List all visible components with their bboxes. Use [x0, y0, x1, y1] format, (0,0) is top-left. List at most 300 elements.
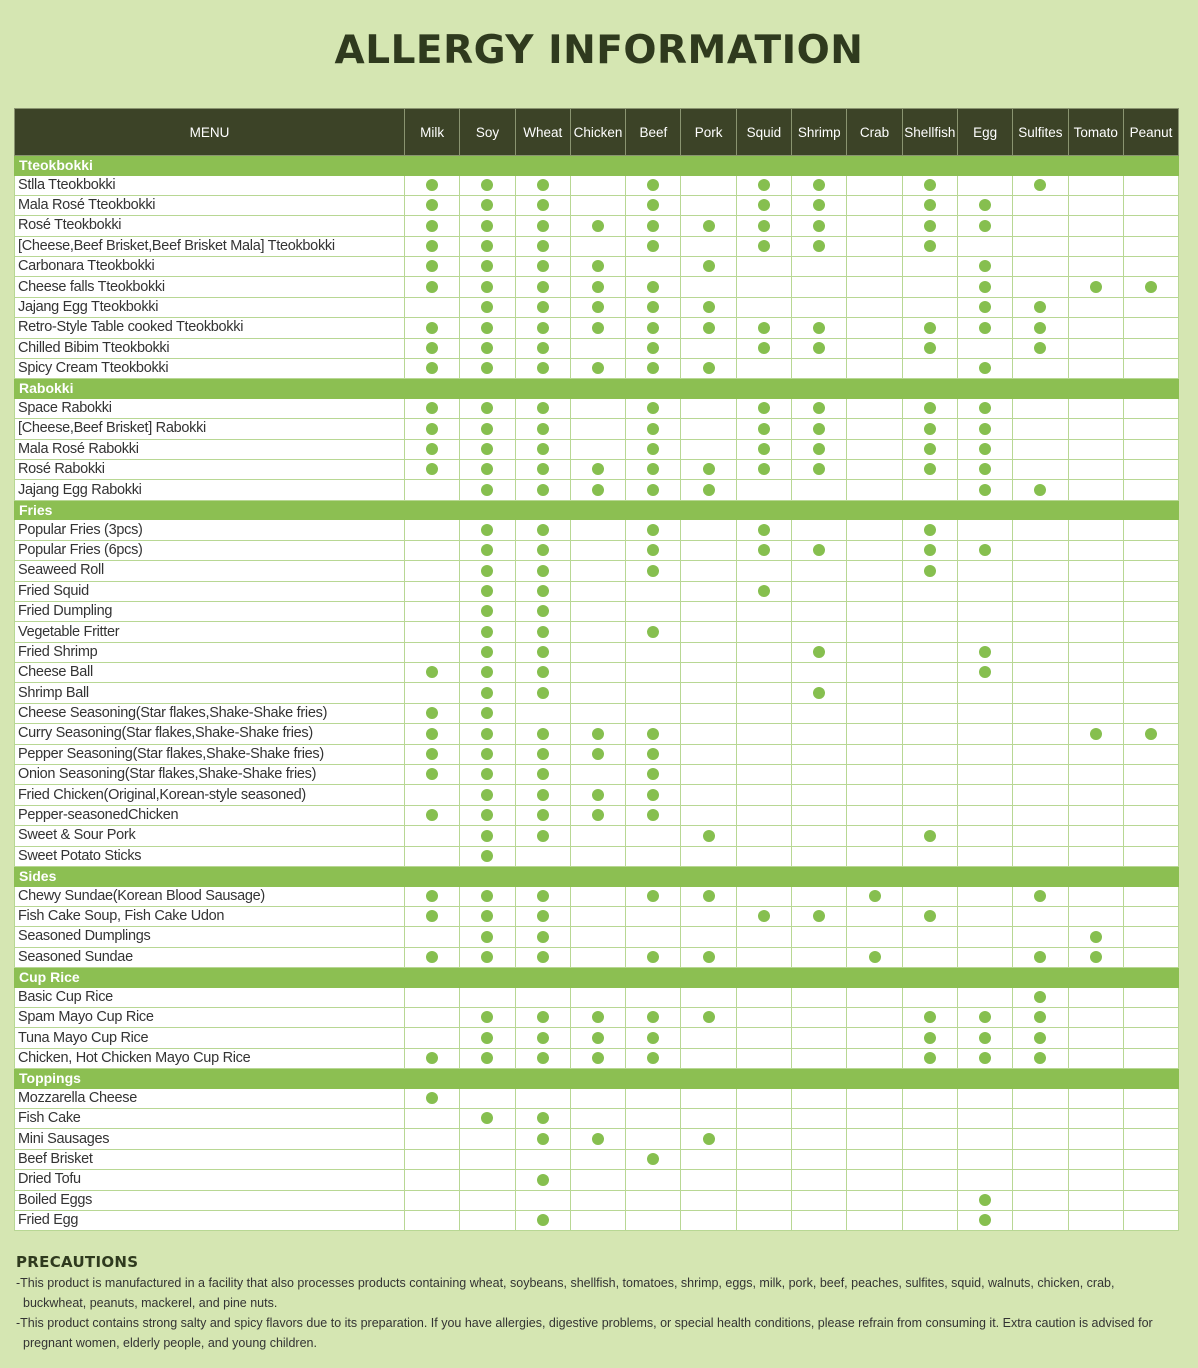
allergen-cell-beef: [626, 846, 681, 866]
allergen-dot-icon: [1034, 991, 1046, 1003]
allergen-dot-icon: [481, 423, 493, 435]
allergen-cell-shellfish: [902, 642, 957, 662]
allergen-cell-chicken: [570, 642, 625, 662]
allergen-cell-crab: [847, 1210, 902, 1230]
allergen-cell-beef: [626, 906, 681, 926]
allergen-dot-icon: [703, 484, 715, 496]
allergen-cell-squid: [736, 622, 791, 642]
allergen-cell-wheat: [515, 622, 570, 642]
table-row: [15, 805, 1179, 825]
allergen-dot-icon: [979, 423, 991, 435]
allergen-cell-crab: [847, 987, 902, 1007]
allergen-cell-soy: [460, 297, 515, 317]
allergen-cell-pork: [681, 703, 736, 723]
allergen-cell-peanut: [1123, 1048, 1178, 1068]
allergen-cell-chicken: [570, 622, 625, 642]
allergen-cell-soy: [460, 826, 515, 846]
allergen-dot-icon: [1090, 931, 1102, 943]
allergen-dot-icon: [647, 484, 659, 496]
allergen-cell-sulfites: [1013, 216, 1068, 236]
allergen-cell-chicken: [570, 277, 625, 297]
allergen-cell-egg: [957, 1149, 1012, 1169]
allergen-cell-milk: [405, 480, 460, 500]
allergen-cell-sulfites: [1013, 601, 1068, 621]
allergen-cell-crab: [847, 277, 902, 297]
allergen-dot-icon: [647, 809, 659, 821]
menu-item-name: Rosé Rabokki: [15, 460, 405, 480]
allergen-dot-icon: [426, 362, 438, 374]
allergen-cell-chicken: [570, 297, 625, 317]
allergen-cell-sulfites: [1013, 826, 1068, 846]
allergen-cell-beef: [626, 297, 681, 317]
allergen-dot-icon: [537, 890, 549, 902]
allergen-cell-shrimp: [792, 398, 847, 418]
allergen-cell-wheat: [515, 683, 570, 703]
allergen-cell-tomato: [1068, 826, 1123, 846]
menu-item-name: Sweet Potato Sticks: [15, 846, 405, 866]
allergen-cell-chicken: [570, 601, 625, 621]
allergen-dot-icon: [703, 951, 715, 963]
allergen-dot-icon: [813, 443, 825, 455]
allergen-cell-peanut: [1123, 785, 1178, 805]
allergen-cell-wheat: [515, 642, 570, 662]
allergen-cell-tomato: [1068, 703, 1123, 723]
allergen-cell-squid: [736, 460, 791, 480]
allergen-cell-egg: [957, 724, 1012, 744]
allergen-cell-soy: [460, 663, 515, 683]
allergen-cell-peanut: [1123, 1170, 1178, 1190]
allergen-cell-tomato: [1068, 175, 1123, 195]
allergen-cell-crab: [847, 683, 902, 703]
allergen-dot-icon: [537, 443, 549, 455]
allergen-cell-tomato: [1068, 216, 1123, 236]
menu-item-name: Jajang Egg Rabokki: [15, 480, 405, 500]
allergen-cell-chicken: [570, 886, 625, 906]
allergen-cell-pork: [681, 359, 736, 379]
allergen-cell-beef: [626, 216, 681, 236]
allergen-cell-soy: [460, 338, 515, 358]
menu-item-name: Seasoned Sundae: [15, 947, 405, 967]
allergen-cell-shrimp: [792, 724, 847, 744]
allergen-cell-pork: [681, 683, 736, 703]
allergen-cell-tomato: [1068, 724, 1123, 744]
allergen-cell-shrimp: [792, 683, 847, 703]
allergen-cell-shrimp: [792, 581, 847, 601]
allergen-dot-icon: [481, 707, 493, 719]
allergen-cell-sulfites: [1013, 1007, 1068, 1027]
allergen-cell-sulfites: [1013, 1170, 1068, 1190]
allergen-cell-chicken: [570, 724, 625, 744]
allergen-cell-soy: [460, 1048, 515, 1068]
allergen-cell-shellfish: [902, 785, 957, 805]
allergen-cell-shrimp: [792, 216, 847, 236]
allergen-cell-wheat: [515, 338, 570, 358]
column-header-shrimp: Shrimp: [792, 109, 847, 156]
allergen-cell-soy: [460, 642, 515, 662]
allergen-dot-icon: [426, 443, 438, 455]
allergen-cell-beef: [626, 1007, 681, 1027]
allergen-cell-sulfites: [1013, 683, 1068, 703]
allergen-dot-icon: [592, 748, 604, 760]
table-row: [15, 439, 1179, 459]
allergen-cell-beef: [626, 1210, 681, 1230]
allergen-dot-icon: [1034, 301, 1046, 313]
allergen-cell-egg: [957, 805, 1012, 825]
allergen-cell-shrimp: [792, 460, 847, 480]
allergen-dot-icon: [924, 199, 936, 211]
allergen-cell-beef: [626, 927, 681, 947]
allergen-dot-icon: [924, 544, 936, 556]
allergen-dot-icon: [481, 199, 493, 211]
allergen-dot-icon: [813, 322, 825, 334]
allergen-cell-tomato: [1068, 1210, 1123, 1230]
table-row: [15, 277, 1179, 297]
allergen-dot-icon: [647, 768, 659, 780]
table-row: [15, 1007, 1179, 1027]
allergen-cell-beef: [626, 277, 681, 297]
allergen-cell-sulfites: [1013, 439, 1068, 459]
allergen-cell-crab: [847, 216, 902, 236]
allergen-cell-peanut: [1123, 195, 1178, 215]
allergen-cell-soy: [460, 601, 515, 621]
allergen-cell-shellfish: [902, 540, 957, 560]
allergen-cell-tomato: [1068, 886, 1123, 906]
allergen-dot-icon: [537, 931, 549, 943]
allergen-cell-sulfites: [1013, 460, 1068, 480]
allergen-dot-icon: [813, 463, 825, 475]
allergen-dot-icon: [924, 443, 936, 455]
allergen-dot-icon: [703, 890, 715, 902]
allergen-cell-shrimp: [792, 1028, 847, 1048]
allergen-dot-icon: [537, 463, 549, 475]
allergen-cell-wheat: [515, 581, 570, 601]
allergen-cell-beef: [626, 419, 681, 439]
allergen-cell-chicken: [570, 785, 625, 805]
allergen-cell-sulfites: [1013, 1109, 1068, 1129]
allergen-dot-icon: [703, 301, 715, 313]
allergen-cell-sulfites: [1013, 195, 1068, 215]
allergen-cell-pork: [681, 886, 736, 906]
allergen-cell-tomato: [1068, 1048, 1123, 1068]
allergen-cell-soy: [460, 439, 515, 459]
allergen-cell-milk: [405, 195, 460, 215]
menu-item-name: Vegetable Fritter: [15, 622, 405, 642]
table-row: [15, 1149, 1179, 1169]
allergen-cell-peanut: [1123, 683, 1178, 703]
allergen-cell-egg: [957, 359, 1012, 379]
allergen-cell-milk: [405, 1007, 460, 1027]
allergen-cell-chicken: [570, 683, 625, 703]
allergen-dot-icon: [481, 362, 493, 374]
allergen-cell-tomato: [1068, 1129, 1123, 1149]
allergen-dot-icon: [481, 240, 493, 252]
allergen-cell-squid: [736, 1190, 791, 1210]
allergen-cell-shellfish: [902, 277, 957, 297]
allergen-cell-squid: [736, 1007, 791, 1027]
allergen-cell-squid: [736, 581, 791, 601]
allergen-cell-tomato: [1068, 540, 1123, 560]
table-header-row: [15, 109, 1179, 156]
allergen-cell-squid: [736, 561, 791, 581]
allergen-cell-squid: [736, 703, 791, 723]
allergen-cell-peanut: [1123, 724, 1178, 744]
allergen-cell-chicken: [570, 1048, 625, 1068]
allergen-dot-icon: [813, 402, 825, 414]
allergen-cell-shrimp: [792, 318, 847, 338]
allergen-cell-sulfites: [1013, 785, 1068, 805]
allergen-cell-squid: [736, 216, 791, 236]
allergen-cell-beef: [626, 987, 681, 1007]
allergen-cell-squid: [736, 1088, 791, 1108]
allergen-cell-shellfish: [902, 1048, 957, 1068]
allergen-dot-icon: [481, 830, 493, 842]
allergen-cell-wheat: [515, 175, 570, 195]
allergen-cell-tomato: [1068, 297, 1123, 317]
allergen-cell-crab: [847, 805, 902, 825]
table-row: [15, 1129, 1179, 1149]
allergen-cell-soy: [460, 398, 515, 418]
category-row: [15, 1069, 1179, 1089]
allergen-cell-peanut: [1123, 805, 1178, 825]
allergen-dot-icon: [869, 890, 881, 902]
allergen-cell-crab: [847, 195, 902, 215]
allergen-cell-pork: [681, 581, 736, 601]
allergen-cell-wheat: [515, 480, 570, 500]
allergen-cell-soy: [460, 886, 515, 906]
allergen-cell-peanut: [1123, 1028, 1178, 1048]
allergen-dot-icon: [592, 281, 604, 293]
allergen-cell-pork: [681, 419, 736, 439]
allergen-cell-sulfites: [1013, 1129, 1068, 1149]
table-row: [15, 297, 1179, 317]
allergen-cell-soy: [460, 277, 515, 297]
allergen-cell-peanut: [1123, 906, 1178, 926]
allergen-dot-icon: [481, 605, 493, 617]
table-row: [15, 826, 1179, 846]
allergen-cell-milk: [405, 724, 460, 744]
allergen-dot-icon: [1034, 179, 1046, 191]
allergen-cell-shrimp: [792, 622, 847, 642]
table-row: [15, 1210, 1179, 1230]
allergen-cell-egg: [957, 1088, 1012, 1108]
allergen-cell-chicken: [570, 257, 625, 277]
allergen-cell-crab: [847, 1028, 902, 1048]
allergen-cell-milk: [405, 1149, 460, 1169]
menu-item-name: Mozzarella Cheese: [15, 1088, 405, 1108]
allergen-cell-pork: [681, 1109, 736, 1129]
allergen-cell-pork: [681, 805, 736, 825]
allergen-dot-icon: [647, 1153, 659, 1165]
allergen-cell-squid: [736, 175, 791, 195]
menu-item-name: Cheese Ball: [15, 663, 405, 683]
allergen-cell-milk: [405, 359, 460, 379]
allergen-cell-shrimp: [792, 257, 847, 277]
allergen-dot-icon: [924, 220, 936, 232]
precautions: [16, 1252, 1176, 1353]
allergen-dot-icon: [647, 544, 659, 556]
allergen-cell-beef: [626, 805, 681, 825]
allergen-dot-icon: [813, 423, 825, 435]
allergen-cell-beef: [626, 359, 681, 379]
allergen-cell-peanut: [1123, 1129, 1178, 1149]
allergen-cell-peanut: [1123, 318, 1178, 338]
allergen-dot-icon: [924, 240, 936, 252]
allergen-cell-chicken: [570, 1028, 625, 1048]
allergen-cell-shrimp: [792, 826, 847, 846]
allergen-cell-egg: [957, 480, 1012, 500]
menu-item-name: Shrimp Ball: [15, 683, 405, 703]
allergen-cell-egg: [957, 1007, 1012, 1027]
allergen-dot-icon: [481, 342, 493, 354]
allergen-cell-egg: [957, 846, 1012, 866]
allergen-dot-icon: [592, 362, 604, 374]
table-row: [15, 663, 1179, 683]
allergen-dot-icon: [703, 260, 715, 272]
menu-item-name: Carbonara Tteokbokki: [15, 257, 405, 277]
menu-item-name: Popular Fries (3pcs): [15, 520, 405, 540]
allergen-dot-icon: [647, 362, 659, 374]
menu-item-name: Spicy Cream Tteokbokki: [15, 359, 405, 379]
allergen-cell-peanut: [1123, 277, 1178, 297]
allergen-cell-sulfites: [1013, 744, 1068, 764]
allergen-cell-chicken: [570, 318, 625, 338]
allergen-cell-chicken: [570, 1129, 625, 1149]
allergen-cell-egg: [957, 1129, 1012, 1149]
allergen-cell-squid: [736, 195, 791, 215]
allergen-cell-wheat: [515, 277, 570, 297]
allergen-dot-icon: [758, 342, 770, 354]
allergen-dot-icon: [924, 830, 936, 842]
allergen-dot-icon: [481, 789, 493, 801]
allergen-cell-soy: [460, 683, 515, 703]
menu-item-name: Seasoned Dumplings: [15, 927, 405, 947]
allergen-dot-icon: [979, 1052, 991, 1064]
allergen-cell-shellfish: [902, 826, 957, 846]
allergen-cell-chicken: [570, 744, 625, 764]
allergen-dot-icon: [537, 728, 549, 740]
allergen-cell-squid: [736, 419, 791, 439]
allergen-dot-icon: [481, 1011, 493, 1023]
allergen-dot-icon: [979, 260, 991, 272]
allergen-cell-wheat: [515, 703, 570, 723]
allergen-cell-pork: [681, 216, 736, 236]
allergen-dot-icon: [647, 220, 659, 232]
allergen-dot-icon: [813, 342, 825, 354]
menu-item-name: Sweet & Sour Pork: [15, 826, 405, 846]
allergen-cell-crab: [847, 886, 902, 906]
allergen-dot-icon: [537, 301, 549, 313]
allergen-cell-soy: [460, 785, 515, 805]
allergen-cell-shrimp: [792, 1190, 847, 1210]
allergen-cell-chicken: [570, 175, 625, 195]
allergen-cell-soy: [460, 846, 515, 866]
allergen-dot-icon: [426, 809, 438, 821]
menu-item-name: Mini Sausages: [15, 1129, 405, 1149]
allergen-cell-crab: [847, 724, 902, 744]
allergen-dot-icon: [647, 463, 659, 475]
allergen-cell-chicken: [570, 805, 625, 825]
allergen-cell-squid: [736, 1210, 791, 1230]
allergen-dot-icon: [924, 910, 936, 922]
allergen-dot-icon: [924, 1011, 936, 1023]
allergen-cell-peanut: [1123, 581, 1178, 601]
allergen-dot-icon: [758, 544, 770, 556]
allergen-cell-shrimp: [792, 419, 847, 439]
allergen-dot-icon: [758, 524, 770, 536]
allergen-dot-icon: [481, 544, 493, 556]
allergen-cell-pork: [681, 175, 736, 195]
allergen-cell-shrimp: [792, 765, 847, 785]
allergen-cell-squid: [736, 765, 791, 785]
allergen-cell-crab: [847, 1088, 902, 1108]
allergen-cell-peanut: [1123, 826, 1178, 846]
allergen-cell-sulfites: [1013, 886, 1068, 906]
table-row: [15, 642, 1179, 662]
allergen-dot-icon: [1034, 342, 1046, 354]
allergen-cell-sulfites: [1013, 1149, 1068, 1169]
allergen-dot-icon: [813, 544, 825, 556]
allergen-dot-icon: [592, 728, 604, 740]
allergen-dot-icon: [979, 199, 991, 211]
allergen-cell-soy: [460, 561, 515, 581]
allergen-cell-tomato: [1068, 683, 1123, 703]
menu-item-name: Cheese Seasoning(Star flakes,Shake-Shake fries): [15, 703, 405, 723]
allergen-dot-icon: [979, 220, 991, 232]
allergen-cell-tomato: [1068, 765, 1123, 785]
allergen-cell-sulfites: [1013, 642, 1068, 662]
allergen-cell-chicken: [570, 703, 625, 723]
table-row: [15, 987, 1179, 1007]
allergen-cell-beef: [626, 398, 681, 418]
allergen-cell-sulfites: [1013, 359, 1068, 379]
allergen-dot-icon: [537, 910, 549, 922]
allergen-dot-icon: [1034, 1032, 1046, 1044]
allergen-cell-crab: [847, 744, 902, 764]
allergen-dot-icon: [647, 443, 659, 455]
allergen-cell-squid: [736, 805, 791, 825]
allergen-cell-wheat: [515, 460, 570, 480]
allergen-dot-icon: [537, 362, 549, 374]
allergen-dot-icon: [813, 687, 825, 699]
allergen-cell-pork: [681, 1007, 736, 1027]
allergen-cell-shellfish: [902, 359, 957, 379]
allergen-cell-milk: [405, 318, 460, 338]
table-row: [15, 318, 1179, 338]
allergen-cell-squid: [736, 886, 791, 906]
allergen-dot-icon: [592, 301, 604, 313]
allergen-cell-soy: [460, 987, 515, 1007]
allergen-cell-sulfites: [1013, 419, 1068, 439]
allergen-dot-icon: [481, 728, 493, 740]
allergen-cell-chicken: [570, 195, 625, 215]
allergen-cell-pork: [681, 338, 736, 358]
allergen-dot-icon: [481, 768, 493, 780]
allergen-cell-chicken: [570, 1088, 625, 1108]
allergen-cell-beef: [626, 195, 681, 215]
allergen-cell-wheat: [515, 663, 570, 683]
column-header-squid: Squid: [736, 109, 791, 156]
allergen-cell-crab: [847, 785, 902, 805]
allergen-dot-icon: [537, 1112, 549, 1124]
allergen-cell-crab: [847, 1170, 902, 1190]
allergen-cell-sulfites: [1013, 987, 1068, 1007]
menu-item-name: Cheese falls Tteokbokki: [15, 277, 405, 297]
allergen-cell-crab: [847, 236, 902, 256]
allergen-dot-icon: [481, 1112, 493, 1124]
allergen-cell-milk: [405, 1109, 460, 1129]
allergen-cell-shellfish: [902, 1129, 957, 1149]
allergen-cell-tomato: [1068, 480, 1123, 500]
